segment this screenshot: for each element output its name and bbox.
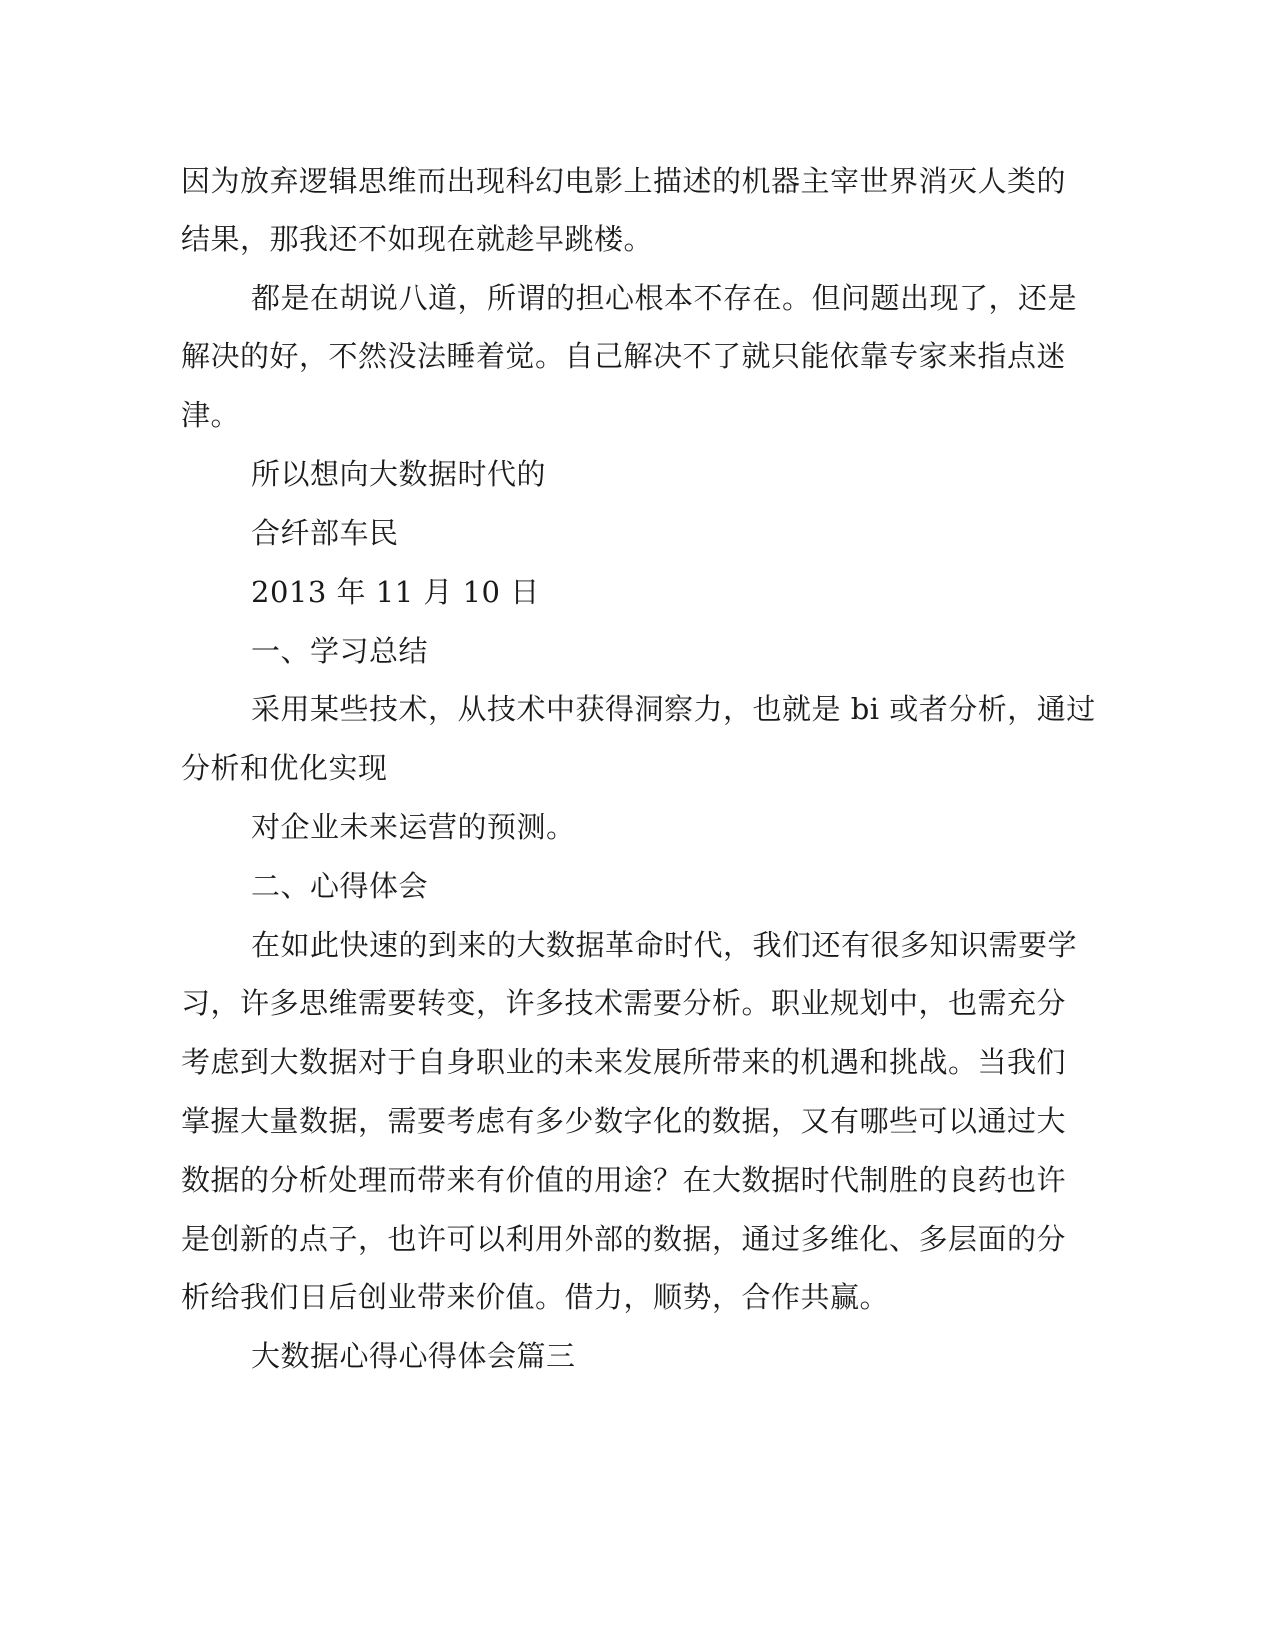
text-line: 习，许多思维需要转变，许多技术需要分析。职业规划中，也需充分 bbox=[181, 986, 1067, 1020]
text-line: 津。 bbox=[181, 398, 241, 432]
paragraph-start: 采用某些技术，从技术中获得洞察力，也就是 bi 或者分析，通过 bbox=[251, 692, 1096, 726]
text-line: 是创新的点子，也许可以利用外部的数据，通过多维化、多层面的分 bbox=[181, 1222, 1067, 1256]
section-title: 大数据心得心得体会篇三 bbox=[251, 1339, 576, 1373]
paragraph-start: 对企业未来运营的预测。 bbox=[251, 810, 576, 844]
text-line: 数据的分析处理而带来有价值的用途？在大数据时代制胜的良药也许 bbox=[181, 1163, 1067, 1197]
text-line: 结果，那我还不如现在就趁早跳楼。 bbox=[181, 222, 654, 256]
text-line: 掌握大量数据，需要考虑有多少数字化的数据，又有哪些可以通过大 bbox=[181, 1104, 1067, 1138]
text-line: 解决的好，不然没法睡着觉。自己解决不了就只能依靠专家来指点迷 bbox=[181, 339, 1067, 373]
paragraph-start: 都是在胡说八道，所谓的担心根本不存在。但问题出现了，还是 bbox=[251, 281, 1078, 315]
paragraph-start: 所以想向大数据时代的 bbox=[251, 457, 547, 491]
paragraph-start: 在如此快速的到来的大数据革命时代，我们还有很多知识需要学 bbox=[251, 928, 1078, 962]
text-line: 因为放弃逻辑思维而出现科幻电影上描述的机器主宰世界消灭人类的 bbox=[181, 164, 1067, 198]
date-line: 2013 年 11 月 10 日 bbox=[251, 575, 540, 609]
section-heading: 一、学习总结 bbox=[251, 634, 429, 668]
signature-line: 合纤部车民 bbox=[251, 516, 399, 550]
text-line: 析给我们日后创业带来价值。借力，顺势，合作共赢。 bbox=[181, 1280, 890, 1314]
text-line: 考虑到大数据对于自身职业的未来发展所带来的机遇和挑战。当我们 bbox=[181, 1045, 1067, 1079]
section-heading: 二、心得体会 bbox=[251, 869, 429, 903]
text-line: 分析和优化实现 bbox=[181, 751, 388, 785]
